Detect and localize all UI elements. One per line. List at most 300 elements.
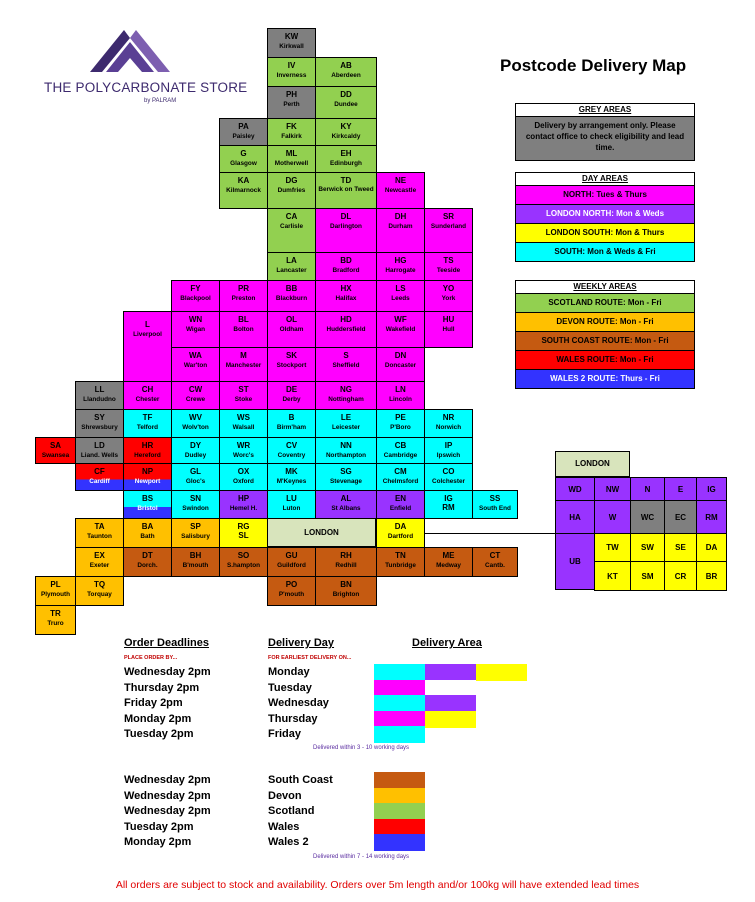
delivery-day-text: South Coast xyxy=(268,774,333,786)
postcode-town: Huddersfield xyxy=(326,326,366,333)
area-swatch-purple xyxy=(425,695,476,712)
postcode-town: Wigan xyxy=(185,326,206,333)
postcode-code: OX xyxy=(237,467,250,476)
postcode-code: PO xyxy=(285,580,298,589)
postcode-code: DL xyxy=(340,212,352,221)
postcode-code: NG xyxy=(340,385,352,394)
day-area-key-row: NORTH: Tues & Thurs xyxy=(515,186,695,205)
postcode-town: Medway xyxy=(436,562,461,569)
deadline-text: Wednesday 2pm xyxy=(124,774,211,786)
day-area-key-row: LONDON SOUTH: Mon & Thurs xyxy=(515,224,695,243)
postcode-rh xyxy=(315,547,377,577)
london-inset-wd: WD xyxy=(555,477,595,501)
postcode-code: HD xyxy=(340,315,352,324)
postcode-dt xyxy=(123,547,172,577)
postcode-town: Falkirk xyxy=(281,133,302,140)
postcode-town: Sheffield xyxy=(332,362,360,369)
delivery-day-heading: Delivery Day xyxy=(268,637,335,649)
delivery-day-text: Devon xyxy=(268,789,302,802)
london-inset-sm: SM xyxy=(630,561,665,591)
postcode-town: Redhill xyxy=(335,562,357,569)
postcode-town: Edinburgh xyxy=(330,160,362,167)
postcode-code: CH xyxy=(141,385,154,394)
postcode-town: Swansea xyxy=(41,452,70,459)
postcode-code: WV xyxy=(189,413,202,422)
postcode-town: Stevenage xyxy=(330,478,362,485)
delivery-day-text: Wednesday xyxy=(268,697,329,710)
postcode-town: Crewe xyxy=(185,396,206,403)
postcode-code: TD xyxy=(340,176,352,185)
postcode-town: Oldham xyxy=(279,326,304,333)
postcode-dn xyxy=(376,347,425,382)
postcode-town: Northampton xyxy=(325,452,367,459)
postcode-bh xyxy=(171,547,220,577)
london-inset-ec: EC xyxy=(664,500,697,534)
postcode-b xyxy=(267,409,316,438)
postcode-code: IV xyxy=(287,61,296,70)
postcode-de xyxy=(267,381,316,410)
postcode-town: Leicester xyxy=(331,424,361,431)
postcode-code: CB xyxy=(394,441,407,450)
postcode-pa xyxy=(219,118,268,146)
postcode-code: LN xyxy=(395,385,406,394)
postcode-code: PA xyxy=(238,122,249,131)
postcode-town: Torquay xyxy=(87,591,112,598)
postcode-town: Bradford xyxy=(332,267,360,274)
postcode-code: AL xyxy=(340,494,352,503)
postcode-code: LS xyxy=(395,284,406,293)
postcode-town: Salisbury xyxy=(181,533,210,540)
day-areas-heading: DAY AREAS xyxy=(515,172,695,186)
postcode-code: LD xyxy=(94,441,105,450)
postcode-town: Dartford xyxy=(387,533,414,540)
postcode-code: PH xyxy=(285,90,298,99)
postcode-town: Lancaster xyxy=(276,267,307,274)
postcode-town: St Albans xyxy=(331,505,361,512)
postcode-town: Dumfries xyxy=(277,187,306,194)
postcode-sn xyxy=(171,490,220,519)
postcode-hr xyxy=(123,437,172,464)
postcode-town: Brighton xyxy=(332,591,360,598)
postcode-code: L xyxy=(145,320,150,329)
postcode-eh xyxy=(315,145,377,173)
postcode-town: Swindon xyxy=(182,505,209,512)
postcode-code: DD xyxy=(340,90,352,99)
postcode-town: Wakefield xyxy=(385,326,416,333)
postcode-town: Walsall xyxy=(232,424,255,431)
day-area-key-row: LONDON NORTH: Mon & Weds xyxy=(515,205,695,224)
postcode-code: PR xyxy=(237,284,250,293)
grey-areas-text: Delivery by arrangement only. Please contact office to check eligibility and lead time. xyxy=(515,117,695,161)
postcode-sy xyxy=(75,409,124,438)
postcode-town: S.hampton xyxy=(226,562,261,569)
postcode-bd xyxy=(315,252,377,281)
postcode-dy xyxy=(171,437,220,464)
postcode-code: WS xyxy=(237,413,250,422)
postcode-code: SO xyxy=(237,551,250,560)
postcode-town: Taunton xyxy=(87,533,112,540)
postcode-code: ML xyxy=(285,149,298,158)
postcode-code: EH xyxy=(340,149,352,158)
postcode-nn xyxy=(315,437,377,464)
postcode-wv xyxy=(171,409,220,438)
postcode-ab xyxy=(315,57,377,87)
postcode-code: BL xyxy=(238,315,249,324)
postcode-town: Chelmsford xyxy=(382,478,419,485)
postcode-ox xyxy=(219,463,268,491)
postcode-town: Shrewsbury xyxy=(81,424,118,431)
order-deadlines-heading: Order Deadlines xyxy=(124,637,209,649)
postcode-town: Liand. Wells xyxy=(80,452,119,459)
postcode-la xyxy=(267,252,316,281)
postcode-ip xyxy=(424,437,473,464)
page-title: Postcode Delivery Map xyxy=(500,56,687,75)
area-swatch-green xyxy=(374,803,425,820)
postcode-da xyxy=(376,518,425,548)
postcode-town: South End xyxy=(479,505,511,512)
postcode-ng xyxy=(315,381,377,410)
postcode-code: BN xyxy=(340,580,352,589)
london-inset-ub: UB xyxy=(555,533,595,590)
postcode-al xyxy=(315,490,377,519)
area-swatch-cyan xyxy=(374,664,425,681)
postcode-nr xyxy=(424,409,473,438)
postcode-hx xyxy=(315,280,377,312)
postcode-code: G xyxy=(240,149,247,158)
postcode-code: WF xyxy=(394,315,407,324)
postcode-ln xyxy=(376,381,425,410)
footer-disclaimer: All orders are subject to stock and availability. Orders over 5m length and/or 100kg will have extended lead times xyxy=(115,879,640,891)
postcode-fk xyxy=(267,118,316,146)
postcode-town: Birm'ham xyxy=(276,424,307,431)
postcode-code: BD xyxy=(340,256,352,265)
postcode-sp xyxy=(171,518,220,548)
postcode-lu xyxy=(267,490,316,519)
weekly-area-key-row: WALES 2 ROUTE: Thurs - Fri xyxy=(515,370,695,389)
postcode-town: Truro xyxy=(47,620,64,627)
london-main-label: LONDON xyxy=(304,528,339,537)
postcode-mk xyxy=(267,463,316,491)
postcode-l xyxy=(123,311,172,382)
deadline-text: Tuesday 2pm xyxy=(124,728,194,741)
weekly-area-key-row: WALES ROUTE: Mon - Fri xyxy=(515,351,695,370)
postcode-town: Harrogate xyxy=(385,267,416,274)
postcode-town: Exeter xyxy=(89,562,110,569)
postcode-hg xyxy=(376,252,425,281)
postcode-code: HP xyxy=(237,494,250,503)
postcode-cf xyxy=(75,463,124,491)
postcode-town: Durham xyxy=(388,223,413,230)
postcode-code: M xyxy=(240,351,247,360)
postcode-town: Coventry xyxy=(277,452,306,459)
london-inset-sw: SW xyxy=(630,533,665,562)
postcode-town: Leeds xyxy=(391,295,410,302)
postcode-ts xyxy=(424,252,473,281)
postcode-town: Bristol xyxy=(137,505,158,512)
london-inset-tw: TW xyxy=(594,533,631,562)
postcode-town: Paisley xyxy=(232,133,255,140)
postcode-code: DN xyxy=(394,351,407,360)
postcode-town: Bath xyxy=(140,533,155,540)
postcode-town: Glasgow xyxy=(230,160,257,167)
postcode-code: NR xyxy=(442,413,455,422)
postcode-m xyxy=(219,347,268,382)
postcode-ol xyxy=(267,311,316,348)
postcode-code: ST xyxy=(238,385,249,394)
delivery-area-heading: Delivery Area xyxy=(412,637,482,649)
postcode-town: Sunderland xyxy=(430,223,467,230)
postcode-code: RH xyxy=(340,551,352,560)
postcode-dl xyxy=(315,208,377,253)
postcode-ll xyxy=(75,381,124,410)
logo-by: by PALRAM xyxy=(144,98,177,104)
order-deadlines-sub: PLACE ORDER BY... xyxy=(124,655,178,661)
area-swatch-blue xyxy=(374,834,425,851)
postcode-code: CM xyxy=(394,467,407,476)
deadline-text: Friday 2pm xyxy=(124,697,183,710)
london-inset-cr: CR xyxy=(664,561,697,591)
postcode-s xyxy=(315,347,377,382)
postcode-so xyxy=(219,547,268,577)
postcode-code: BS xyxy=(141,494,154,503)
postcode-code: GL xyxy=(189,467,202,476)
postcode-code: TN xyxy=(395,551,406,560)
london-inset-br: BR xyxy=(696,561,727,591)
london-inset-nw: NW xyxy=(594,477,631,501)
postcode-ct xyxy=(472,547,518,577)
connector-line xyxy=(424,533,556,534)
postcode-town: Bolton xyxy=(233,326,254,333)
postcode-code: IP xyxy=(444,441,453,450)
postcode-town: M'Keynes xyxy=(276,478,307,485)
postcode-np xyxy=(123,463,172,491)
london-inset-ha: HA xyxy=(555,500,595,534)
london-inset-e: E xyxy=(664,477,697,501)
postcode-tq xyxy=(75,576,124,606)
london-inset-da: DA xyxy=(696,533,727,562)
day-area-key-row: SOUTH: Mon & Weds & Fri xyxy=(515,243,695,262)
postcode-sa xyxy=(35,437,76,464)
postcode-town: Ipswich xyxy=(436,452,461,459)
postcode-bb xyxy=(267,280,316,312)
postcode-fy xyxy=(171,280,220,312)
postcode-code: SS xyxy=(489,494,501,503)
postcode-town: Cantb. xyxy=(485,562,505,569)
london-inset-title xyxy=(555,451,630,477)
london-inset-n: N xyxy=(630,477,665,501)
postcode-code: EN xyxy=(394,494,407,503)
postcode-code: FY xyxy=(190,284,201,293)
postcode-cv xyxy=(267,437,316,464)
postcode-code: S xyxy=(343,351,349,360)
postcode-kw xyxy=(267,28,316,58)
postcode-code: ME xyxy=(442,551,455,560)
postcode-code: LE xyxy=(340,413,352,422)
postcode-town: Halifax xyxy=(335,295,357,302)
area-swatch-purple xyxy=(425,664,476,681)
delivery-note-1: Delivered within 3 - 10 working days xyxy=(313,745,410,751)
postcode-hd xyxy=(315,311,377,348)
postcode-town: Llandudno xyxy=(83,396,116,403)
postcode-pr xyxy=(219,280,268,312)
postcode-code: WR xyxy=(236,441,251,450)
postcode-hu xyxy=(424,311,473,348)
postcode-code: WA xyxy=(189,351,202,360)
delivery-day-text: Tuesday xyxy=(268,681,312,694)
postcode-code: PE xyxy=(395,413,406,422)
postcode-wr xyxy=(219,437,268,464)
postcode-code: TR xyxy=(50,609,61,618)
postcode-ka xyxy=(219,172,268,209)
postcode-wf xyxy=(376,311,425,348)
postcode-yo xyxy=(424,280,473,312)
area-swatch-brown xyxy=(374,772,425,789)
postcode-code: B xyxy=(288,413,295,422)
postcode-town: Gloc's xyxy=(185,478,206,485)
postcode-code: HX xyxy=(340,284,352,293)
london-inset-rm: RM xyxy=(696,500,727,534)
postcode-sg xyxy=(315,463,377,491)
postcode-code: CO xyxy=(442,467,455,476)
postcode-ba xyxy=(123,518,172,548)
postcode-town: Colchester xyxy=(431,478,466,485)
postcode-pe xyxy=(376,409,425,438)
postcode-code: LL xyxy=(94,385,105,394)
logo-name: THE POLYCARBONATE STORE xyxy=(44,80,248,95)
postcode-town: Guildford xyxy=(277,562,306,569)
postcode-pl xyxy=(35,576,76,606)
area-swatch-cyan xyxy=(374,695,425,712)
postcode-town: Stoke xyxy=(234,396,253,403)
postcode-town: Doncaster xyxy=(384,362,417,369)
postcode-code: WN xyxy=(188,315,203,324)
deadline-text: Wednesday 2pm xyxy=(124,789,211,802)
postcode-ex xyxy=(75,547,124,577)
postcode-code: LU xyxy=(286,494,297,503)
postcode-town: Teeside xyxy=(436,267,461,274)
deadline-text: Monday 2pm xyxy=(124,712,192,725)
postcode-code: KW xyxy=(284,32,299,41)
postcode-town: Carlisle xyxy=(279,223,304,230)
postcode-ca xyxy=(267,208,316,253)
postcode-code: RG xyxy=(237,522,250,531)
london-inset-title-text: LONDON xyxy=(575,459,610,468)
postcode-town: Telford xyxy=(136,424,159,431)
postcode-code: SA xyxy=(49,441,62,450)
postcode-code: TQ xyxy=(93,580,106,589)
postcode-code: NP xyxy=(141,467,154,476)
postcode-town: Liverpool xyxy=(133,331,162,338)
postcode-code: IG xyxy=(444,494,453,503)
postcode-town: Preston xyxy=(231,295,256,302)
postcode-hp xyxy=(219,490,268,519)
london-inset-ig: IG xyxy=(696,477,727,501)
postcode-town: Newcastle xyxy=(384,187,417,194)
postcode-town: Dundee xyxy=(334,101,358,108)
postcode-town: Kirkcaldy xyxy=(331,133,361,140)
postcode-code: DA xyxy=(394,522,407,531)
postcode-town: Derby xyxy=(282,396,301,403)
postcode-code: SN xyxy=(189,494,202,503)
postcode-ws xyxy=(219,409,268,438)
area-swatch-yellow xyxy=(476,664,527,681)
postcode-code: AB xyxy=(340,61,352,70)
postcode-code: NN xyxy=(340,441,352,450)
postcode-code: CW xyxy=(188,385,203,394)
postcode-code: HU xyxy=(442,315,455,324)
area-swatch-magenta xyxy=(374,711,425,728)
postcode-ph xyxy=(267,86,316,119)
postcode-tn xyxy=(376,547,425,577)
postcode-town: Norwich xyxy=(435,424,462,431)
postcode-me xyxy=(424,547,473,577)
postcode-code: KA xyxy=(237,176,250,185)
postcode-town: Luton xyxy=(282,505,301,512)
london-inset-kt: KT xyxy=(594,561,631,591)
postcode-code: YO xyxy=(442,284,455,293)
postcode-town: Nottingham xyxy=(328,396,364,403)
postcode-ky xyxy=(315,118,377,146)
postcode-town: P'mouth xyxy=(278,591,305,598)
postcode-ld xyxy=(75,437,124,464)
postcode-town: Cardiff xyxy=(89,478,110,485)
weekly-areas-heading: WEEKLY AREAS xyxy=(515,280,695,294)
postcode-code: PL xyxy=(50,580,61,589)
delivery-day-text: Wales xyxy=(268,820,300,833)
postcode-ne xyxy=(376,172,425,209)
postcode-code: CF xyxy=(94,467,105,476)
postcode-tf xyxy=(123,409,172,438)
postcode-code: BB xyxy=(285,284,298,293)
postcode-ls xyxy=(376,280,425,312)
postcode-town: Aberdeen xyxy=(331,72,361,79)
postcode-town: Stockport xyxy=(276,362,307,369)
postcode-town: Cambridge xyxy=(383,452,418,459)
postcode-town: Enfield xyxy=(389,505,412,512)
postcode-code: DG xyxy=(285,176,298,185)
postcode-code: KY xyxy=(340,122,352,131)
postcode-bn xyxy=(315,576,377,606)
postcode-wa xyxy=(171,347,220,382)
london-inset-se: SE xyxy=(664,533,697,562)
postcode-code: BA xyxy=(141,522,154,531)
postcode-town: Hull xyxy=(442,326,455,333)
postcode-sr xyxy=(424,208,473,253)
postcode-town: Oxford xyxy=(233,478,254,485)
deadline-text: Tuesday 2pm xyxy=(124,820,194,833)
postcode-town: SL xyxy=(238,531,249,540)
postcode-town: Newport xyxy=(134,478,161,485)
postcode-rg xyxy=(219,518,268,548)
postcode-gl xyxy=(171,463,220,491)
postcode-code: HR xyxy=(141,441,154,450)
postcode-po xyxy=(267,576,316,606)
postcode-town: Wolv'ton xyxy=(182,424,209,431)
postcode-code: TS xyxy=(443,256,454,265)
grey-areas-heading: GREY AREAS xyxy=(515,103,695,117)
area-swatch-magenta xyxy=(374,680,425,697)
area-swatch-red xyxy=(374,819,425,836)
postcode-ig xyxy=(424,490,473,519)
postcode-town: Hemel H. xyxy=(229,505,258,512)
postcode-code: DT xyxy=(142,551,153,560)
postcode-code: CT xyxy=(489,551,501,560)
postcode-town: Worc's xyxy=(233,452,254,459)
postcode-town: Motherwell xyxy=(274,160,309,167)
postcode-town: War'ton xyxy=(183,362,208,369)
delivery-day-text: Wales 2 xyxy=(268,836,309,849)
postcode-gu xyxy=(267,547,316,577)
